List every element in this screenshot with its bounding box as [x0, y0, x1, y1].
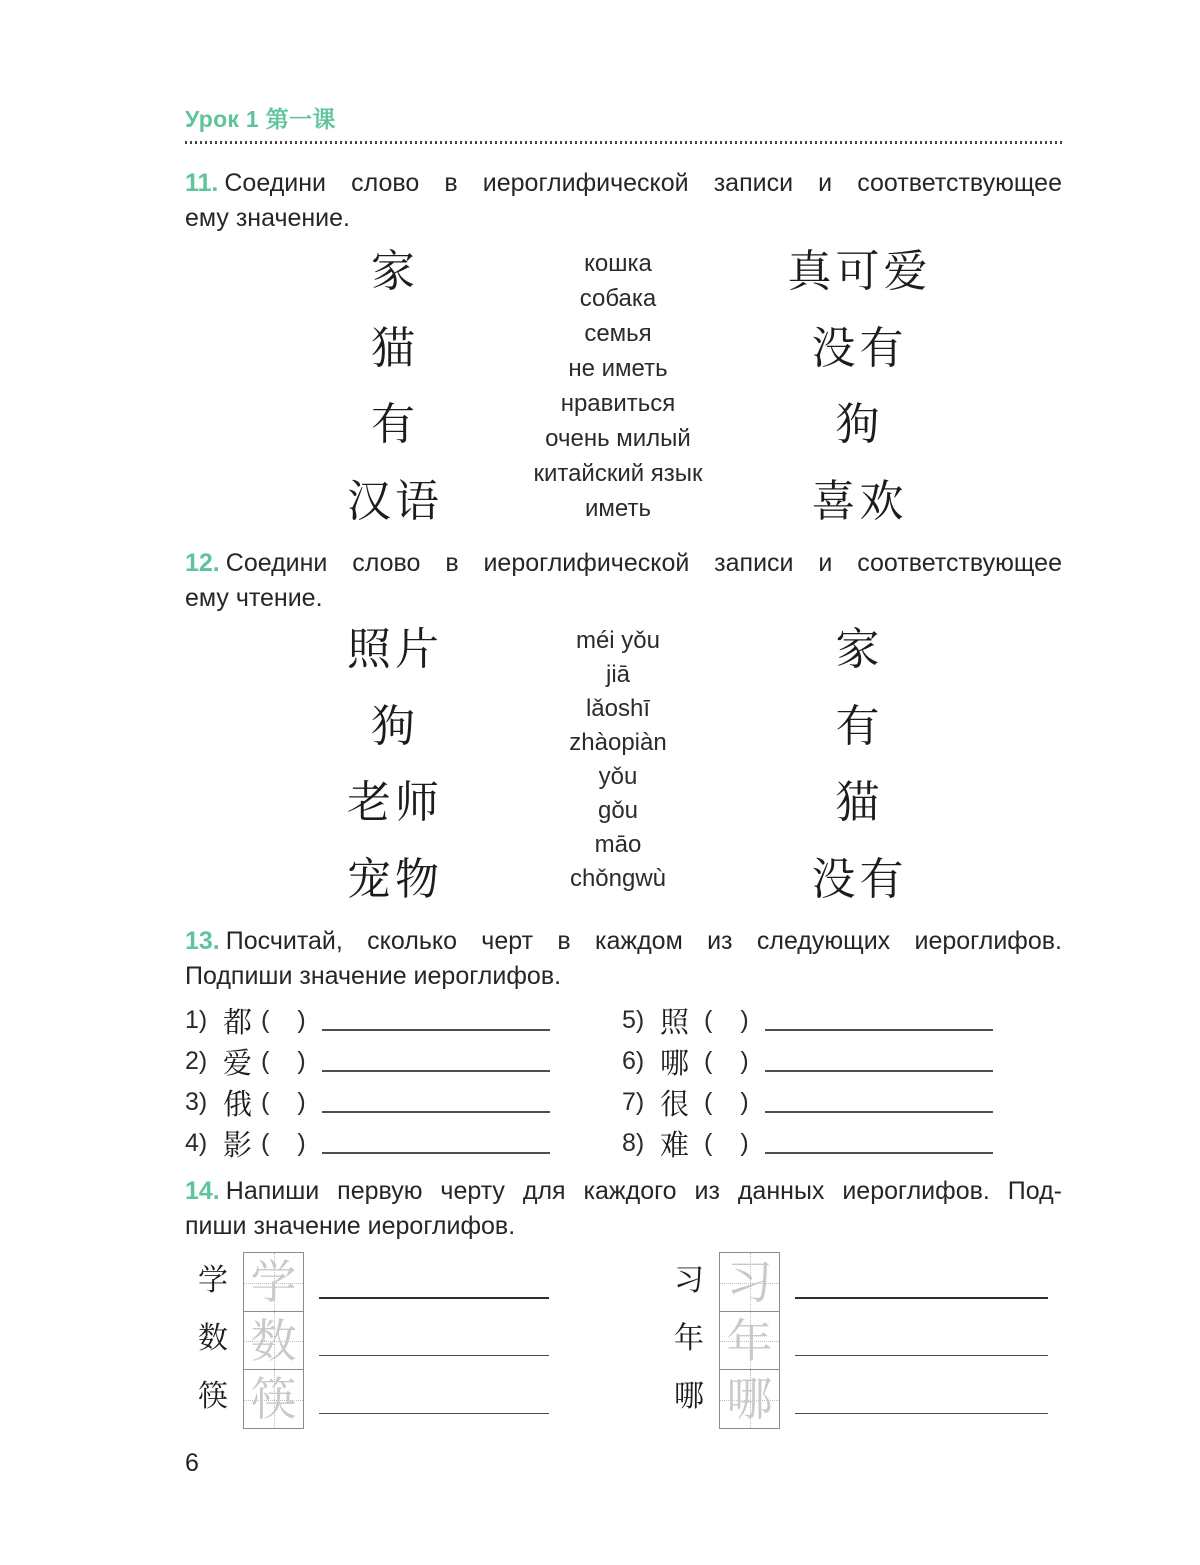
answer-line: [795, 1252, 1048, 1310]
stroke-count-item: [185, 1082, 622, 1123]
answer-line: [765, 1152, 993, 1154]
answer-line: [322, 1111, 550, 1113]
pinyin-item: māo: [594, 831, 642, 858]
dotted-divider: [185, 141, 1062, 144]
faded-character: 学: [250, 1255, 297, 1309]
practice-box: [244, 1370, 303, 1428]
practice-group-right: [669, 1252, 1048, 1429]
exercise-12-heading: [185, 546, 1062, 616]
meaning-item: собака: [579, 285, 657, 312]
paren-close: ): [740, 1047, 749, 1075]
exercise-12-heading-line1: [185, 546, 1062, 581]
exercise-12-number: 12.: [185, 549, 220, 577]
answer-line: [319, 1310, 549, 1368]
paren-close: ): [740, 1129, 749, 1157]
pinyin-item: gǒu: [597, 797, 639, 824]
paren-open: (: [704, 1006, 713, 1034]
practice-box: [720, 1253, 779, 1312]
item-number: 1): [185, 1006, 208, 1034]
stroke-count-item: [622, 1041, 1062, 1082]
hanzi-item: 难: [660, 1128, 690, 1162]
faded-character: 年: [726, 1313, 773, 1368]
hanzi-item: 家: [371, 246, 419, 297]
hanzi-item: 老师: [347, 777, 443, 829]
answer-line: [322, 1070, 550, 1072]
exercise-11-hanzi-column-right: [757, 244, 962, 530]
meaning-item: семья: [584, 320, 652, 347]
exercise-12-heading-line2: ему чтение.: [185, 584, 323, 612]
exercise-12-pinyin-column: [473, 624, 763, 896]
hanzi-item: 爱: [223, 1046, 253, 1080]
exercise-14-heading-line2: пиши значение иероглифов.: [185, 1212, 516, 1240]
answer-line: [795, 1310, 1048, 1368]
answer-lines-column: [795, 1252, 1048, 1429]
answer-line: [319, 1368, 549, 1426]
practice-box: [244, 1253, 303, 1312]
pinyin-item: méi yǒu: [575, 627, 661, 654]
hanzi-item: 有: [835, 700, 884, 752]
paren-close: ): [297, 1088, 306, 1116]
exercise-13-heading-line2: Подпиши значение иероглифов.: [185, 962, 562, 990]
faded-character: 数: [250, 1313, 297, 1368]
paren-close: ): [297, 1006, 306, 1034]
meaning-item: кошка: [584, 250, 652, 277]
stroke-count-item: [185, 1123, 622, 1164]
exercise-11-text-line1: Соедини слово в иероглифической записи и соответствующее: [224, 169, 1062, 197]
exercise-12-hanzi-column-right: [757, 622, 962, 908]
page-content: [185, 0, 1062, 1478]
hanzi-item: 哪: [674, 1379, 704, 1414]
stroke-count-item: [185, 1041, 622, 1082]
exercise-11-heading-line2: ему значение.: [185, 204, 350, 232]
item-number: 3): [185, 1088, 208, 1116]
meaning-item: китайский язык: [533, 460, 703, 487]
faded-character: 习: [726, 1255, 773, 1309]
exercise-13-left-column: [185, 1000, 622, 1164]
item-number: 8): [622, 1129, 645, 1157]
answer-line: [319, 1252, 549, 1310]
paren-close: ): [297, 1047, 306, 1075]
exercise-13-heading-line1: [185, 924, 1062, 959]
hanzi-item: 哪: [660, 1046, 690, 1080]
exercise-11-meanings-column: [473, 246, 763, 526]
hanzi-item: 汉语: [347, 475, 443, 527]
hanzi-item: 学: [198, 1263, 228, 1298]
exercise-11-number: 11.: [185, 169, 219, 197]
stroke-count-item: [185, 1000, 622, 1041]
answer-line: [322, 1152, 550, 1154]
hanzi-item: 习: [674, 1263, 704, 1298]
hanzi-item: 狗: [835, 399, 884, 451]
paren-close: ): [740, 1088, 749, 1116]
hanzi-item: 没有: [811, 853, 908, 905]
hanzi-item: 照片: [347, 624, 443, 675]
solid-characters-column: [193, 1252, 233, 1429]
lesson-header: Урок 1 第一课: [185, 106, 336, 132]
hanzi-item: 年: [674, 1321, 704, 1356]
item-number: 4): [185, 1129, 208, 1157]
exercise-11-heading: [185, 166, 1062, 236]
paren-open: (: [704, 1129, 713, 1157]
page-number: 6: [185, 1448, 199, 1477]
answer-line: [765, 1111, 993, 1113]
stroke-count-item: [622, 1082, 1062, 1123]
hanzi-item: 筷: [198, 1379, 228, 1414]
pinyin-item: jiā: [605, 661, 630, 688]
hanzi-item: 有: [371, 399, 419, 451]
exercise-14-number: 14.: [185, 1177, 220, 1205]
item-number: 6): [622, 1047, 645, 1075]
answer-line: [765, 1029, 993, 1031]
answer-line: [795, 1368, 1048, 1426]
paren-close: ): [740, 1006, 749, 1034]
hanzi-item: 真可爱: [787, 246, 932, 297]
faded-character: 哪: [726, 1372, 773, 1426]
practice-box-column: [243, 1252, 304, 1429]
faded-character: 筷: [250, 1372, 297, 1426]
exercise-14-text-line1: Напиши первую черту для каждого из данных иероглифов. Под-: [225, 1177, 1062, 1205]
paren-open: (: [261, 1088, 270, 1116]
stroke-count-item: [622, 1000, 1062, 1041]
exercise-11-heading-line1: [185, 166, 1062, 201]
meaning-item: иметь: [585, 495, 651, 522]
exercise-13-text-line1: Посчитай, сколько черт в каждом из следующих иероглифов.: [225, 927, 1062, 955]
exercise-12-hanzi-column-left: [285, 622, 505, 908]
hanzi-item: 照: [660, 1005, 690, 1039]
paren-close: ): [297, 1129, 306, 1157]
exercise-13-number: 13.: [185, 927, 220, 955]
exercise-13-right-column: [622, 1000, 1062, 1164]
answer-line: [322, 1029, 550, 1031]
pinyin-item: chǒngwù: [569, 865, 667, 892]
paren-open: (: [704, 1088, 713, 1116]
practice-box: [720, 1312, 779, 1371]
paren-open: (: [261, 1047, 270, 1075]
hanzi-item: 喜欢: [811, 475, 908, 527]
pinyin-item: zhàopiàn: [569, 729, 667, 756]
exercise-14-heading-line1: [185, 1174, 1062, 1209]
stroke-count-item: [622, 1123, 1062, 1164]
exercise-12-text-line1: Соедини слово в иероглифической записи и соответствующее: [225, 549, 1062, 577]
hanzi-item: 俄: [223, 1087, 253, 1121]
hanzi-item: 猫: [371, 322, 419, 374]
hanzi-item: 数: [198, 1321, 228, 1356]
exercise-14-practice: [185, 1252, 1062, 1429]
exercise-11-matching: [185, 244, 1062, 530]
practice-box: [244, 1312, 303, 1371]
exercise-14-heading: [185, 1174, 1062, 1244]
item-number: 5): [622, 1006, 645, 1034]
paren-open: (: [704, 1047, 713, 1075]
exercise-13-heading: [185, 924, 1062, 994]
solid-characters-column: [669, 1252, 709, 1429]
hanzi-item: 很: [660, 1087, 690, 1121]
practice-box: [720, 1370, 779, 1428]
pinyin-item: lǎoshī: [585, 695, 651, 722]
practice-box-column: [719, 1252, 780, 1429]
meaning-item: нравиться: [560, 390, 676, 417]
item-number: 2): [185, 1047, 208, 1075]
pinyin-item: yǒu: [598, 763, 638, 790]
practice-group-left: [193, 1252, 549, 1429]
hanzi-item: 家: [835, 624, 884, 675]
exercise-11-hanzi-column-left: [285, 244, 505, 530]
exercise-13-items: [185, 1000, 1062, 1164]
item-number: 7): [622, 1088, 645, 1116]
meaning-item: не иметь: [568, 355, 668, 382]
answer-line: [765, 1070, 993, 1072]
hanzi-item: 猫: [835, 777, 884, 829]
meaning-item: очень милый: [545, 425, 691, 452]
hanzi-item: 宠物: [347, 853, 443, 905]
paren-open: (: [261, 1006, 270, 1034]
paren-open: (: [261, 1129, 270, 1157]
hanzi-item: 狗: [371, 700, 419, 752]
exercise-12-matching: [185, 622, 1062, 908]
hanzi-item: 影: [223, 1128, 253, 1162]
answer-lines-column: [319, 1252, 549, 1429]
hanzi-item: 都: [223, 1005, 253, 1039]
hanzi-item: 没有: [811, 322, 908, 374]
